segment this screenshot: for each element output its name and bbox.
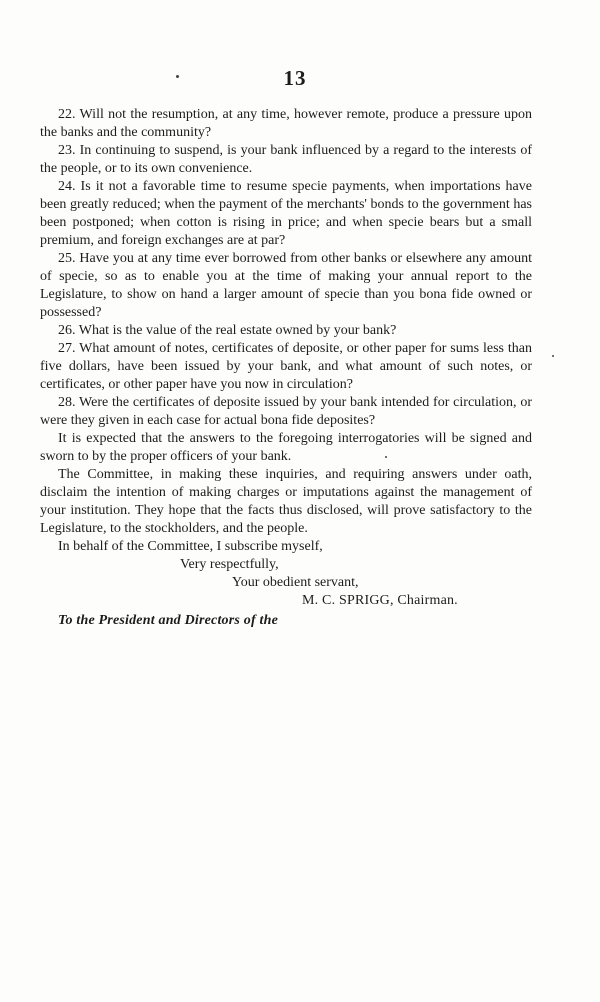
obedient-servant-line: Your obedient servant, <box>232 575 359 590</box>
behalf-line: In behalf of the Committee, I subscribe myself, <box>58 539 323 554</box>
print-speck <box>385 456 387 458</box>
question-26: 26. What is the value of the real estate owned by your bank? <box>58 323 397 338</box>
print-speck <box>552 355 554 357</box>
question-23: 23. In continuing to suspend, is your bank influenced by a regard to the interests of the people, or to its own convenience. <box>40 143 532 176</box>
question-28: 28. Were the certificates of deposite issued by your bank intended for circulation, or were they given in each case for actual bona fide deposites? <box>40 395 532 428</box>
question-24: 24. Is it not a favorable time to resume specie payments, when importations have been greatly reduced; when the payment of the merchants' bonds to the government has been postponed; when cotton is rising in price; and when specie bears but a small premium, and foreign exchanges are at par? <box>40 179 532 248</box>
document-body <box>40 106 532 630</box>
page-number: 13 <box>283 66 307 90</box>
question-27: 27. What amount of notes, certificates of deposite, or other paper for sums less than five dollars, have been issued by your bank, and what amount of such notes, or certificates, or other paper have you now in circulation? <box>40 341 532 392</box>
signature-line: M. C. SPRIGG, Chairman. <box>302 593 458 608</box>
very-respectfully-line: Very respectfully, <box>180 557 279 572</box>
committee-paragraph: The Committee, in making these inquiries, and requiring answers under oath, disclaim the intention of making charges or imputations against the management of your institution. They hope that the facts thus disclosed, will prove satisfactory to the Legislature, to the stockholders, and the people. <box>40 467 532 536</box>
question-25: 25. Have you at any time ever borrowed from other banks or elsewhere any amount of specie, so as to enable you at the time of making your annual report to the Legislature, to show on hand a larger amount of specie than you bona fide owned or possessed? <box>40 251 532 320</box>
expectation-paragraph: It is expected that the answers to the foregoing interrogatories will be signed and sworn to by the proper officers of your bank. <box>40 431 532 464</box>
print-speck <box>176 75 179 78</box>
question-22: 22. Will not the resumption, at any time, however remote, produce a pressure upon the banks and the community? <box>40 107 532 140</box>
address-line: To the President and Directors of the <box>58 613 278 628</box>
